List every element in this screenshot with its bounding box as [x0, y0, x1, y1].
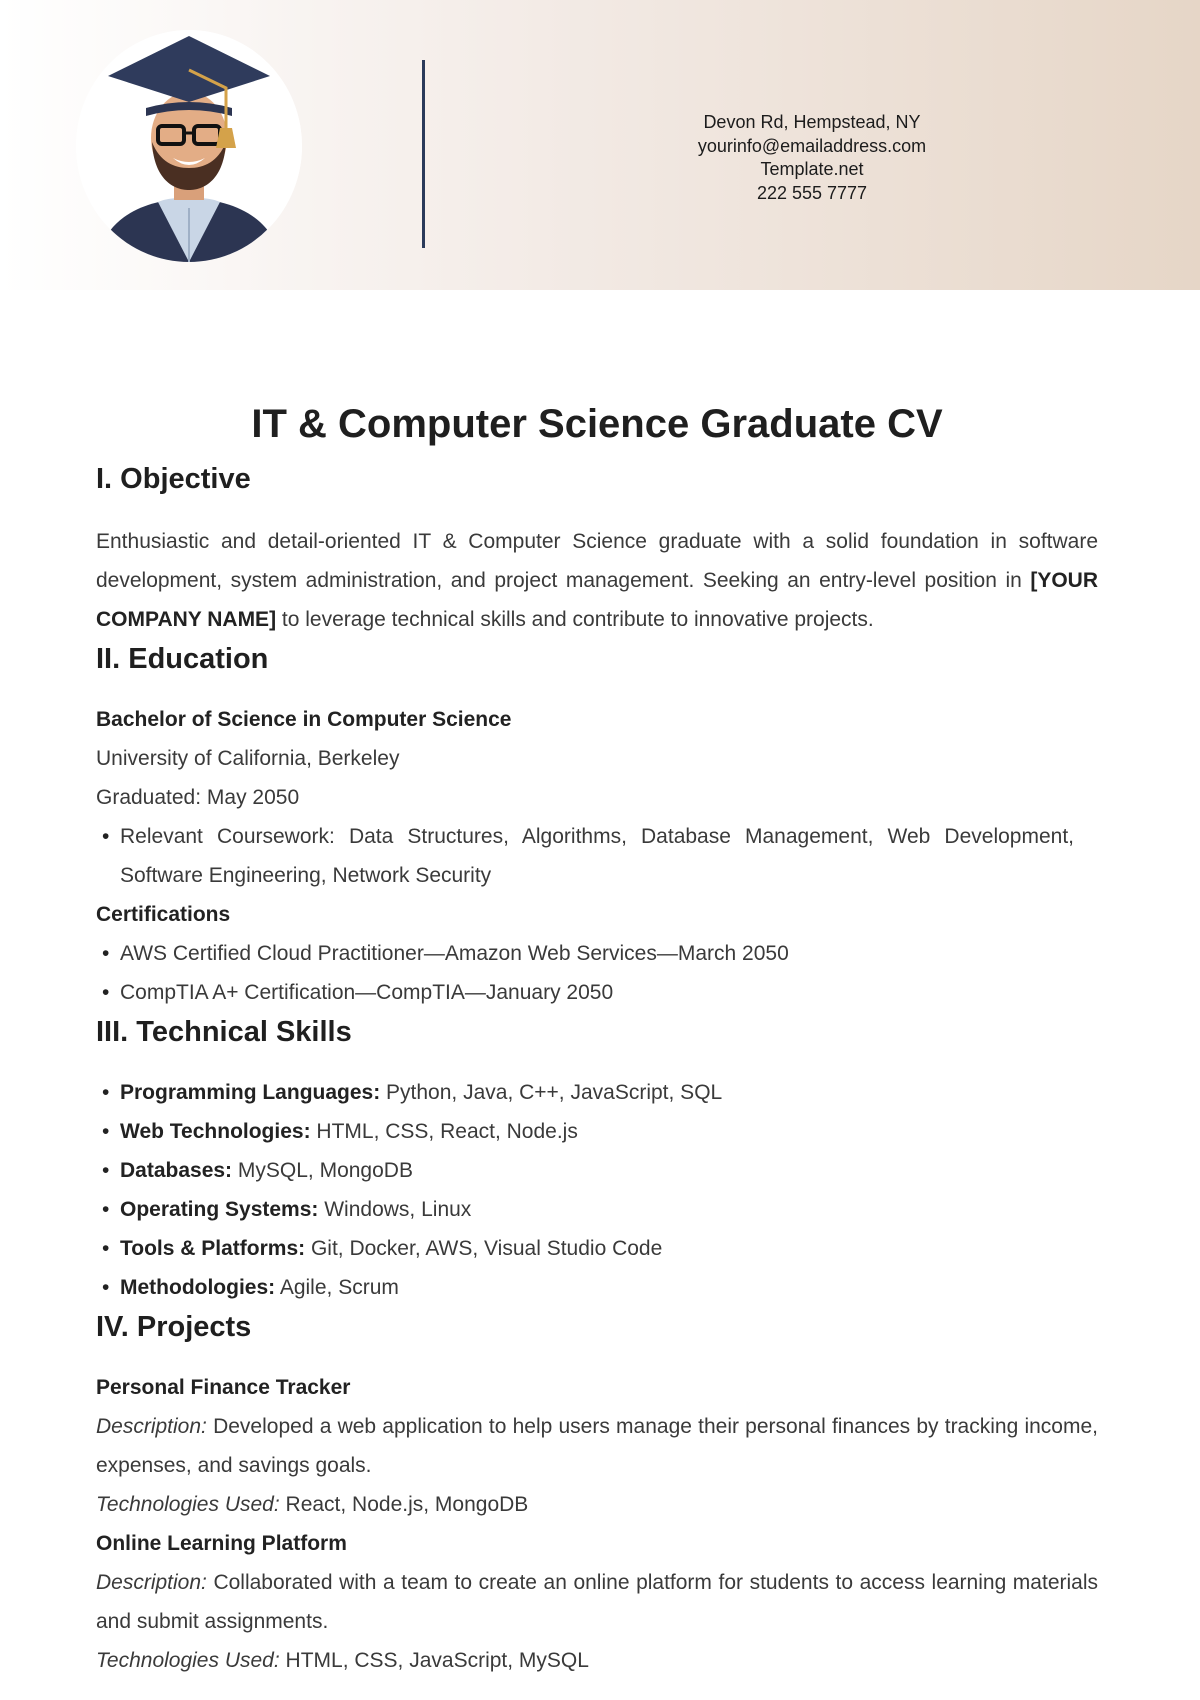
contact-address: Devon Rd, Hempstead, NY — [703, 112, 921, 132]
skill-label: Tools & Platforms: — [120, 1237, 306, 1260]
skill-value: Python, Java, C++, JavaScript, SQL — [380, 1081, 723, 1104]
graduate-portrait-icon — [76, 30, 302, 262]
technologies-text: React, Node.js, MongoDB — [279, 1493, 529, 1516]
skill-value: Git, Docker, AWS, Visual Studio Code — [305, 1237, 663, 1260]
list-item: • CompTIA A+ Certification—CompTIA—January 2050 — [96, 973, 1098, 1012]
skill-label: Databases: — [120, 1159, 233, 1182]
list-item: • AWS Certified Cloud Practitioner—Amazon Web Services—March 2050 — [96, 934, 1098, 973]
project-technologies — [96, 1485, 1098, 1524]
skill-label: Operating Systems: — [120, 1198, 319, 1221]
skill-value: HTML, CSS, React, Node.js — [310, 1120, 578, 1143]
certifications-heading: Certifications — [96, 903, 231, 926]
list-item — [96, 1112, 1098, 1151]
objective-text-start: Enthusiastic and detail-oriented IT & Computer Science graduate with a solid foundation in software development, system administration, and project management. Seeking an entry-level position in — [96, 530, 1098, 592]
list-item — [96, 1229, 1098, 1268]
description-label: Description: — [96, 1571, 207, 1594]
header-banner — [0, 0, 1200, 290]
school-name: University of California, Berkeley — [96, 747, 400, 770]
contact-email[interactable]: yourinfo@emailaddress.com — [697, 135, 927, 156]
project-description — [96, 1563, 1098, 1641]
technologies-text: HTML, CSS, JavaScript, MySQL — [279, 1649, 589, 1672]
section-heading-skills: III. Technical Skills — [96, 1016, 352, 1048]
list-item — [96, 1073, 1098, 1112]
project-title: Personal Finance Tracker — [96, 1376, 351, 1399]
company-placeholder: [YOUR COMPANY NAME] — [96, 569, 1098, 631]
degree-title: Bachelor of Science in Computer Science — [96, 708, 512, 731]
technologies-label: Technologies Used: — [96, 1649, 280, 1672]
cv-content — [96, 380, 1098, 1680]
list-item — [96, 1268, 1098, 1307]
coursework-list — [96, 817, 1098, 895]
list-item: • Relevant Coursework: Data Structures, Algorithms, Database Management, Web Development, Software Engineering, Network Security — [96, 817, 1098, 895]
skill-label: Programming Languages: — [120, 1081, 381, 1104]
objective-text-end: to leverage technical skills and contribute to innovative projects. — [276, 608, 874, 631]
contact-block — [640, 111, 984, 205]
graduation-date: Graduated: May 2050 — [96, 786, 300, 809]
project-title: Online Learning Platform — [96, 1532, 347, 1555]
project-description — [96, 1407, 1098, 1485]
section-heading-projects: IV. Projects — [96, 1311, 252, 1343]
skills-list — [96, 1073, 1098, 1307]
page-title: IT & Computer Science Graduate CV — [251, 402, 943, 446]
skill-value: MySQL, MongoDB — [232, 1159, 413, 1182]
contact-website[interactable]: Template.net — [760, 159, 864, 179]
list-item — [96, 1151, 1098, 1190]
skill-label: Methodologies: — [120, 1276, 276, 1299]
objective-paragraph — [96, 522, 1098, 639]
section-heading-objective: I. Objective — [96, 463, 251, 495]
description-text: Developed a web application to help users manage their personal finances by tracking income, expenses, and savings goals. — [96, 1415, 1098, 1477]
skill-value: Agile, Scrum — [275, 1276, 399, 1299]
skill-value: Windows, Linux — [318, 1198, 472, 1221]
certifications-list — [96, 934, 1098, 1012]
technologies-label: Technologies Used: — [96, 1493, 280, 1516]
project-technologies — [96, 1641, 1098, 1680]
header-divider — [422, 60, 425, 248]
profile-photo — [76, 30, 302, 262]
description-text: Collaborated with a team to create an online platform for students to access learning materials and submit assignments. — [96, 1571, 1098, 1633]
description-label: Description: — [96, 1415, 207, 1438]
contact-phone: 222 555 7777 — [756, 182, 868, 203]
list-item — [96, 1190, 1098, 1229]
skill-label: Web Technologies: — [120, 1120, 311, 1143]
section-heading-education: II. Education — [96, 643, 269, 675]
